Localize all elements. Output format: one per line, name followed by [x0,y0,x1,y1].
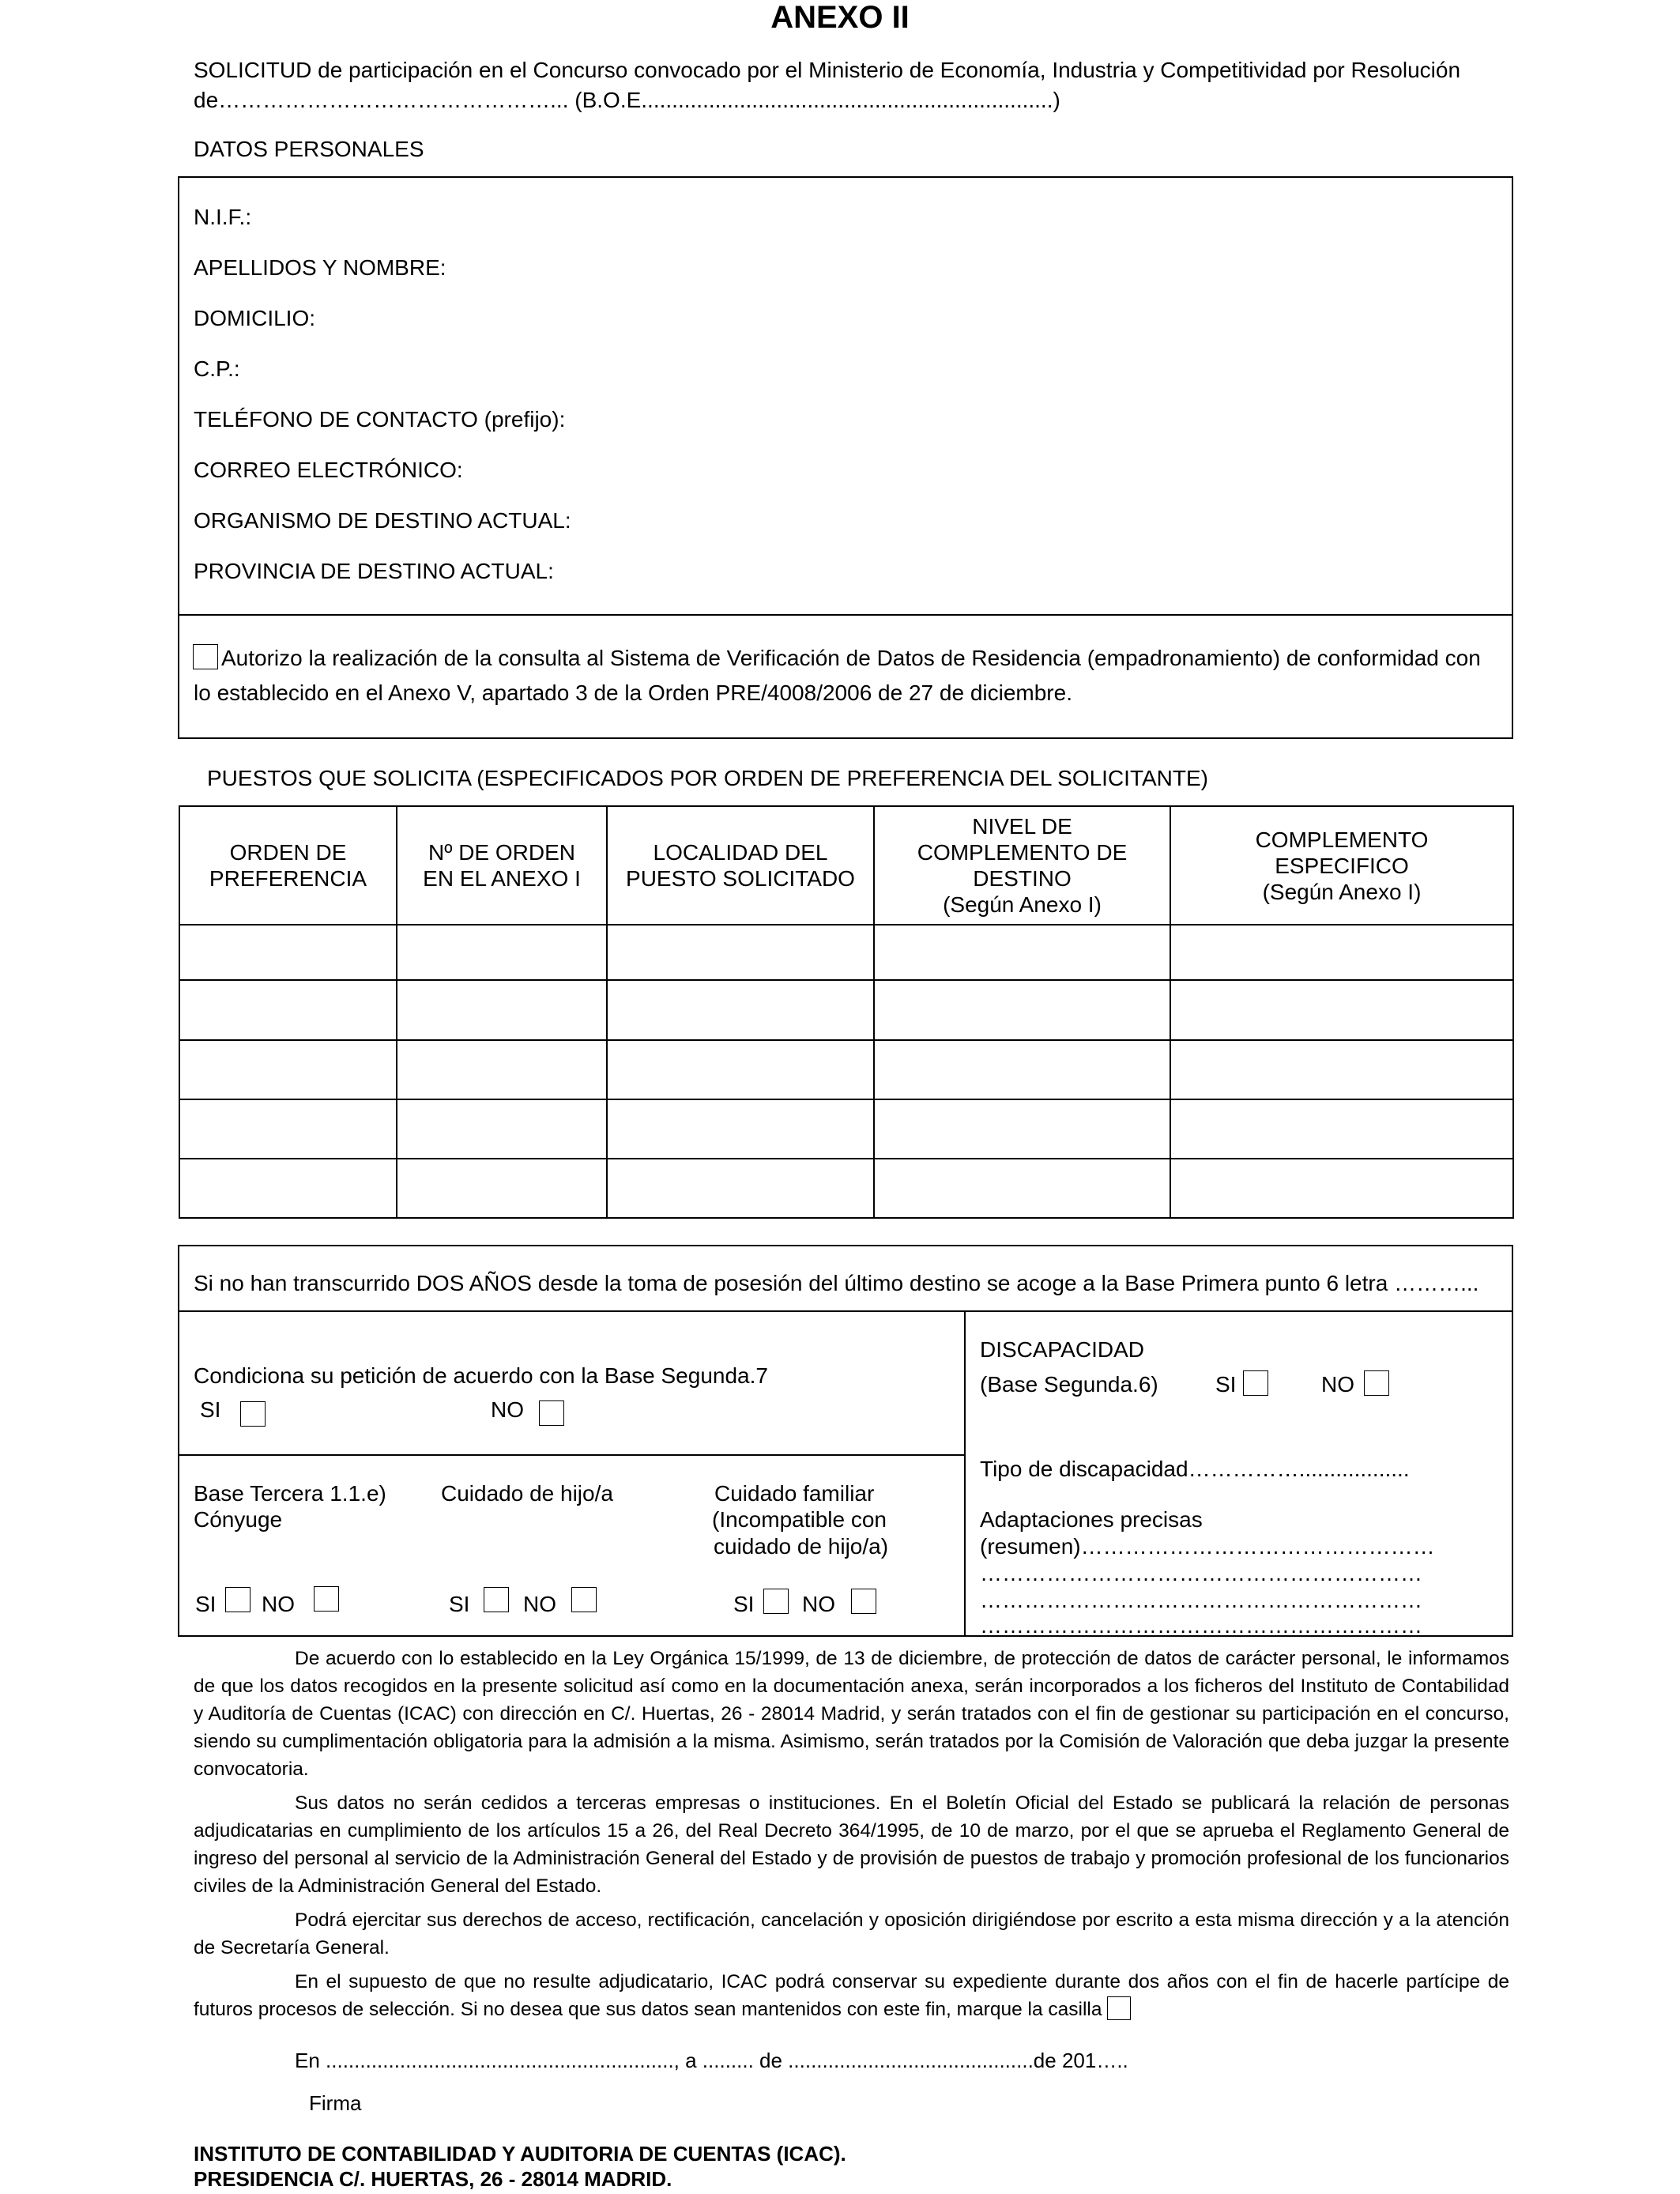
footer-line-1: INSTITUTO DE CONTABILIDAD Y AUDITORIA DE CUENTAS (ICAC). [194,2142,846,2166]
divider [178,1310,1513,1312]
table-row [179,1099,1513,1159]
authorize-text-1: Autorizo la realización de la consulta al Sistema de Verificación de Datos de Residencia (empadronamiento) de conformidad con [221,646,1481,670]
conyuge-label: Cónyuge [194,1507,283,1532]
familiar-si-label: SI [733,1592,755,1616]
divider [178,614,1513,616]
firma-label: Firma [309,2091,362,2115]
field-provincia[interactable]: PROVINCIA DE DESTINO ACTUAL: [194,559,554,583]
cuidado-familiar-note: (Incompatible con [712,1507,887,1532]
col-localidad: LOCALIDAD DEL PUESTO SOLICITADO [607,806,874,925]
conyuge-no-checkbox[interactable] [314,1586,339,1612]
adaptaciones-line[interactable]: …………………………………………………… [980,1613,1422,1638]
field-apellidos-nombre[interactable]: APELLIDOS Y NOMBRE: [194,255,446,280]
legal-paragraph-2: Sus datos no serán cedidos a terceras empresas o instituciones. En el Boletín Oficial del Estado se publicará la relación de personas adjudicatarias en cumplimiento de los artículos 15 a 26, del Real Decreto 364/1995, de 10 de marzo, por el que se aprueba el Reglamento General de ingreso del personal al servicio de la Administración General del Estado y de provisión de puestos de trabajo y promoción profesional de los funcionarios civiles de la Administración General del Estado. [194,1793,1509,1897]
table-row [179,925,1513,980]
legal-paragraph-1: De acuerdo con lo establecido en la Ley Orgánica 15/1999, de 13 de diciembre, de protección de datos de carácter personal, le informamos de que los datos recogidos en la presente solicitud así como en la documentación anexa, serán incorporados a los ficheros del Instituto de Contabilidad y Auditoría de Cuentas (ICAC) con dirección en C/. Huertas, 26 - 28014 Madrid, y serán tratados con el fin de gestionar su participación en el concurso, siendo su cumplimentación obligatoria para la admisión a la misma. Asimismo, serán tratados por la Comisión de Valoración que deba juzgar la presente convocatoria. [194,1648,1509,1780]
col-orden-preferencia: ORDEN DE PREFERENCIA [179,806,397,925]
adaptaciones-line[interactable]: …………………………………………………… [980,1561,1422,1585]
field-correo[interactable]: CORREO ELECTRÓNICO: [194,458,463,482]
table-row [179,980,1513,1040]
field-telefono[interactable]: TELÉFONO DE CONTACTO (prefijo): [194,407,566,432]
personal-heading: DATOS PERSONALES [194,137,424,161]
tipo-discapacidad[interactable]: Tipo de discapacidad…………….................. [980,1457,1410,1481]
intro-line-2: de………………………………………... (B.O.E...................................................................) [194,88,1060,112]
field-cp[interactable]: C.P.: [194,356,240,381]
col-complemento-especifico: COMPLEMENTO ESPECIFICO (Según Anexo I) [1170,806,1513,925]
discapacidad-no-checkbox[interactable] [1364,1370,1389,1396]
field-organismo[interactable]: ORGANISMO DE DESTINO ACTUAL: [194,508,571,533]
condiciona-si-label: SI [200,1397,221,1422]
place-date-line[interactable]: En ............................................................., a ......... de ...........................................de 201….. [295,2049,1128,2072]
adaptaciones-resumen[interactable]: (resumen)………………………………………… [980,1534,1435,1559]
col-numero-orden: Nº DE ORDEN EN EL ANEXO I [397,806,607,925]
authorize-checkbox[interactable] [193,644,218,669]
intro-line-1: SOLICITUD de participación en el Concurso convocado por el Ministerio de Economía, Industria y Competitividad por Resolución [194,58,1461,82]
table-row [179,1159,1513,1218]
cuidado-familiar-label: Cuidado familiar [714,1481,875,1506]
dos-anos-text: Si no han transcurrido DOS AÑOS desde la toma de posesión del último destino se acoge a la Base Primera punto 6 letra ………... [194,1271,1479,1295]
positions-table [179,805,1514,1219]
discapacidad-si-label: SI [1215,1372,1237,1397]
col-nivel-complemento: NIVEL DE COMPLEMENTO DE DESTINO (Según Anexo I) [874,806,1170,925]
adaptaciones-label: Adaptaciones precisas [980,1507,1203,1532]
conyuge-si-label: SI [195,1592,217,1616]
divider [964,1310,966,1637]
discapacidad-label: DISCAPACIDAD [980,1337,1144,1362]
field-domicilio[interactable]: DOMICILIO: [194,306,316,330]
footer-line-2: PRESIDENCIA C/. HUERTAS, 26 - 28014 MADRID. [194,2167,672,2191]
hijo-no-label: NO [523,1592,556,1616]
discapacidad-si-checkbox[interactable] [1243,1370,1268,1396]
condiciona-no-label: NO [491,1397,524,1422]
familiar-si-checkbox[interactable] [763,1589,789,1614]
table-row [179,1040,1513,1099]
authorize-text-2: lo establecido en el Anexo V, apartado 3 de la Orden PRE/4008/2006 de 27 de diciembre. [194,680,1072,705]
familiar-no-checkbox[interactable] [851,1589,876,1614]
hijo-no-checkbox[interactable] [571,1587,597,1612]
condiciona-si-checkbox[interactable] [240,1401,266,1427]
data-retention-checkbox[interactable] [1107,1996,1131,2020]
divider [178,1454,965,1456]
page-title: ANEXO II [770,0,910,35]
base-segunda-6-label: (Base Segunda.6) [980,1372,1158,1397]
cuidado-familiar-note: cuidado de hijo/a) [714,1534,889,1559]
hijo-si-checkbox[interactable] [484,1587,509,1612]
adaptaciones-line[interactable]: …………………………………………………… [980,1588,1422,1612]
positions-heading: PUESTOS QUE SOLICITA (ESPECIFICADOS POR ORDEN DE PREFERENCIA DEL SOLICITANTE) [207,766,1208,790]
field-nif[interactable]: N.I.F.: [194,205,252,229]
discapacidad-no-label: NO [1321,1372,1354,1397]
familiar-no-label: NO [802,1592,835,1616]
hijo-si-label: SI [449,1592,470,1616]
cuidado-hijo-label: Cuidado de hijo/a [441,1481,613,1506]
condiciona-no-checkbox[interactable] [539,1400,564,1426]
condiciona-text: Condiciona su petición de acuerdo con la Base Segunda.7 [194,1363,768,1388]
conyuge-no-label: NO [262,1592,295,1616]
base-tercera-label: Base Tercera 1.1.e) [194,1481,386,1506]
legal-paragraph-3: Podrá ejercitar sus derechos de acceso, rectificación, cancelación y oposición dirigiéndose por escrito a esta misma dirección y a la atención de Secretaría General. [194,1909,1509,1958]
legal-paragraph-4: En el supuesto de que no resulte adjudicatario, ICAC podrá conservar su expediente durante dos años con el fin de hacerle partícipe de futuros procesos de selección. Si no desea que sus datos sean mantenidos con este fin, marque la casilla [194,1971,1509,2020]
conyuge-si-checkbox[interactable] [225,1587,250,1612]
